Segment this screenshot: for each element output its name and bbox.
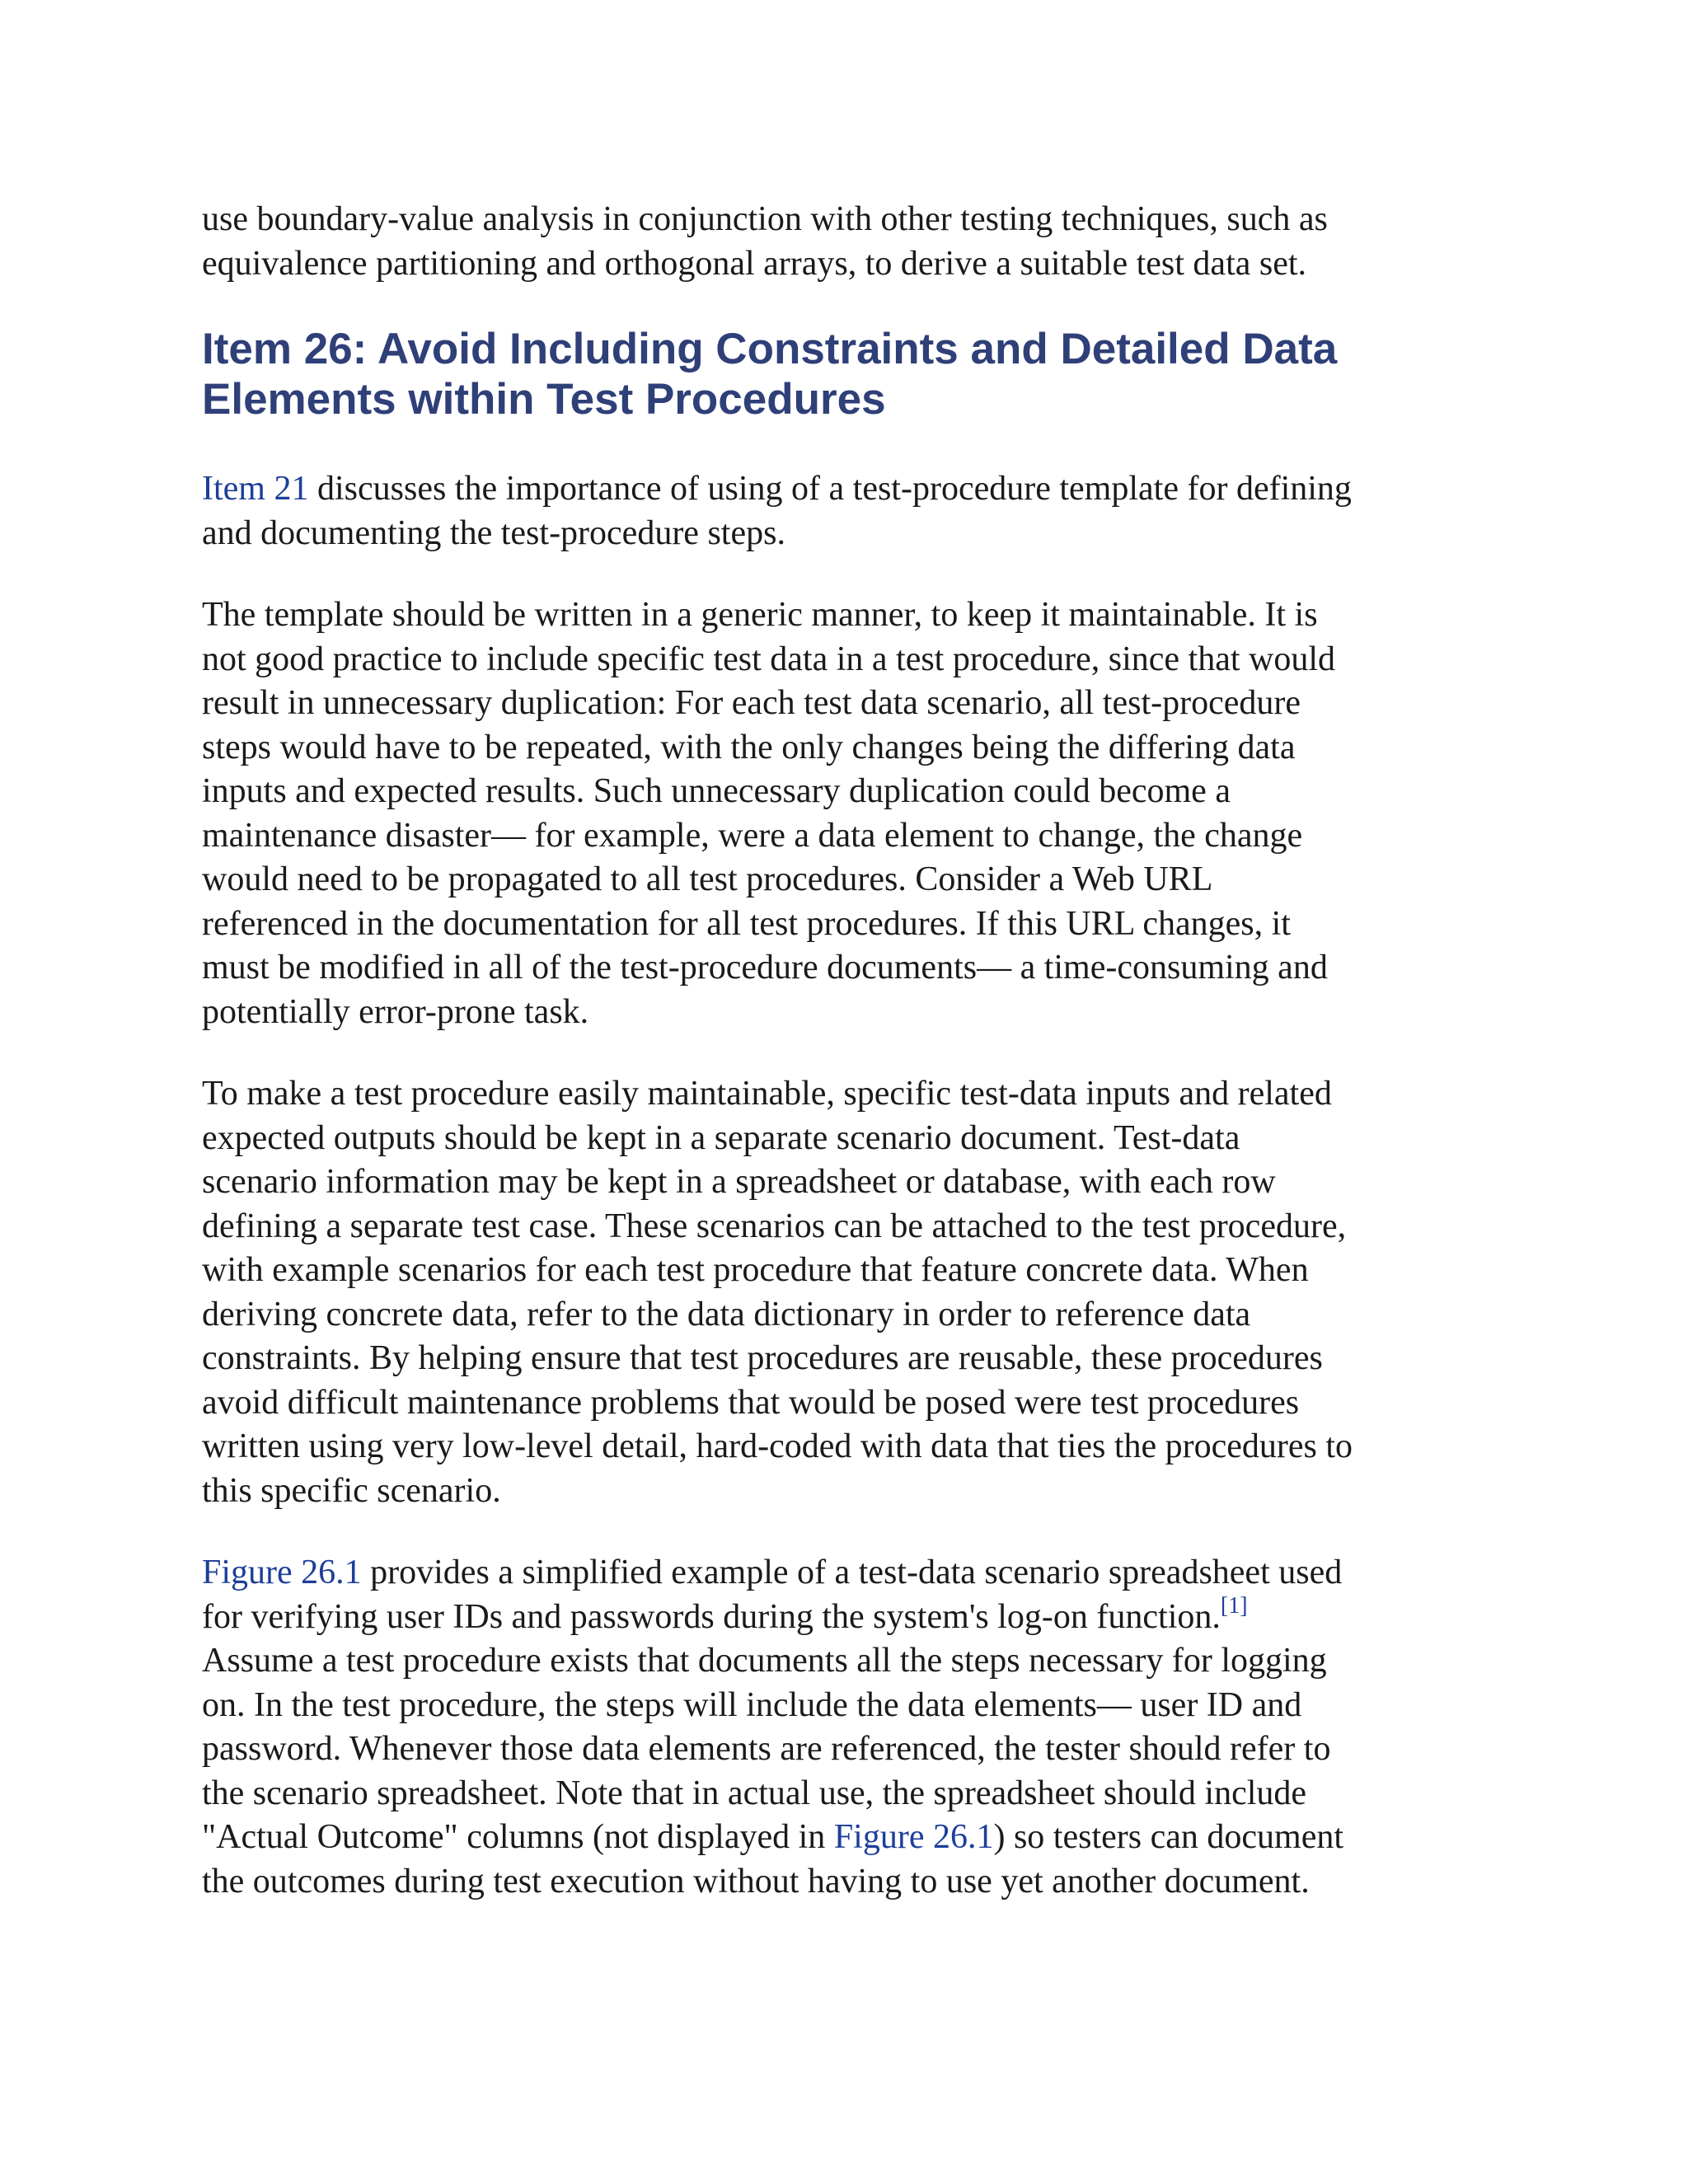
paragraph-line: result in unnecessary duplication: For each test data scenario, all test-procedure bbox=[202, 684, 1301, 722]
paragraph-line: expected outputs should be kept in a separate scenario document. Test-data bbox=[202, 1118, 1240, 1157]
paragraph-line bbox=[202, 1816, 1504, 1860]
paragraph-line: and documenting the test-procedure steps. bbox=[202, 513, 785, 552]
paragraph-generic-template bbox=[202, 593, 1504, 1034]
paragraph-maintainable bbox=[202, 1072, 1504, 1513]
paragraph-line: deriving concrete data, refer to the data dictionary in order to reference data bbox=[202, 1295, 1251, 1333]
heading-line: Elements within Test Procedures bbox=[202, 375, 886, 424]
paragraph-text: provides a simplified example of a test-data scenario spreadsheet used bbox=[361, 1554, 1343, 1591]
intro-paragraph bbox=[202, 198, 1504, 286]
paragraph-line bbox=[202, 467, 1504, 512]
paragraph-line: must be modified in all of the test-procedure documents— a time-consuming and bbox=[202, 949, 1328, 987]
paragraph-line: defining a separate test case. These scenarios can be attached to the test procedure, bbox=[202, 1207, 1347, 1245]
paragraph-line: would need to be propagated to all test procedures. Consider a Web URL bbox=[202, 860, 1213, 898]
paragraph-line: The template should be written in a generic manner, to keep it maintainable. It is bbox=[202, 596, 1318, 634]
paragraph-line: steps would have to be repeated, with the only changes being the differing data bbox=[202, 728, 1296, 766]
paragraph-line: the outcomes during test execution without having to use yet another document. bbox=[202, 1862, 1310, 1900]
paragraph-text: for verifying user IDs and passwords during the system's log-on function. bbox=[202, 1597, 1221, 1636]
paragraph-figure-example bbox=[202, 1551, 1504, 1904]
paragraph-line: with example scenarios for each test procedure that feature concrete data. When bbox=[202, 1251, 1309, 1289]
paragraph-line: this specific scenario. bbox=[202, 1471, 501, 1510]
paragraph-line bbox=[202, 1592, 1504, 1640]
paragraph-line: the scenario spreadsheet. Note that in actual use, the spreadsheet should include bbox=[202, 1774, 1307, 1812]
document-page bbox=[202, 198, 1504, 1942]
paragraph-line: Assume a test procedure exists that documents all the steps necessary for logging bbox=[202, 1642, 1327, 1680]
paragraph-template-intro bbox=[202, 467, 1504, 555]
paragraph-line: password. Whenever those data elements are referenced, the tester should refer to bbox=[202, 1730, 1331, 1768]
paragraph-line: not good practice to include specific test data in a test procedure, since that would bbox=[202, 640, 1336, 678]
paragraph-line: potentially error-prone task. bbox=[202, 992, 589, 1031]
paragraph-line: maintenance disaster— for example, were a data element to change, the change bbox=[202, 816, 1303, 855]
paragraph-text: ) so testers can document bbox=[993, 1818, 1344, 1856]
footnote-link[interactable]: [1] bbox=[1220, 1592, 1248, 1619]
paragraph-line: written using very low-level detail, hard-coded with data that ties the procedures to bbox=[202, 1427, 1353, 1465]
item-21-link[interactable]: Item 21 bbox=[202, 470, 309, 508]
paragraph-line bbox=[202, 1551, 1504, 1596]
intro-line: equivalence partitioning and orthogonal arrays, to derive a suitable test data set. bbox=[202, 244, 1307, 283]
heading-line: Item 26: Avoid Including Constraints and Detailed Data bbox=[202, 325, 1338, 373]
paragraph-text: "Actual Outcome" columns (not displayed in bbox=[202, 1818, 834, 1856]
paragraph-line: referenced in the documentation for all test procedures. If this URL changes, it bbox=[202, 904, 1291, 943]
section-heading bbox=[202, 324, 1504, 424]
paragraph-text: discusses the importance of using of a test-procedure template for defining bbox=[308, 470, 1352, 508]
intro-line: use boundary-value analysis in conjunction with other testing techniques, such as bbox=[202, 200, 1328, 238]
paragraph-line: To make a test procedure easily maintainable, specific test-data inputs and related bbox=[202, 1075, 1332, 1113]
paragraph-line: avoid difficult maintenance problems that would be posed were test procedures bbox=[202, 1383, 1300, 1422]
paragraph-line: constraints. By helping ensure that test procedures are reusable, these procedures bbox=[202, 1339, 1323, 1377]
paragraph-line: on. In the test procedure, the steps will include the data elements— user ID and bbox=[202, 1685, 1302, 1724]
figure-26-1-link[interactable]: Figure 26.1 bbox=[833, 1818, 994, 1856]
paragraph-line: scenario information may be kept in a spreadsheet or database, with each row bbox=[202, 1163, 1276, 1201]
paragraph-line: inputs and expected results. Such unnecessary duplication could become a bbox=[202, 772, 1231, 810]
figure-26-1-link[interactable]: Figure 26.1 bbox=[202, 1554, 362, 1591]
